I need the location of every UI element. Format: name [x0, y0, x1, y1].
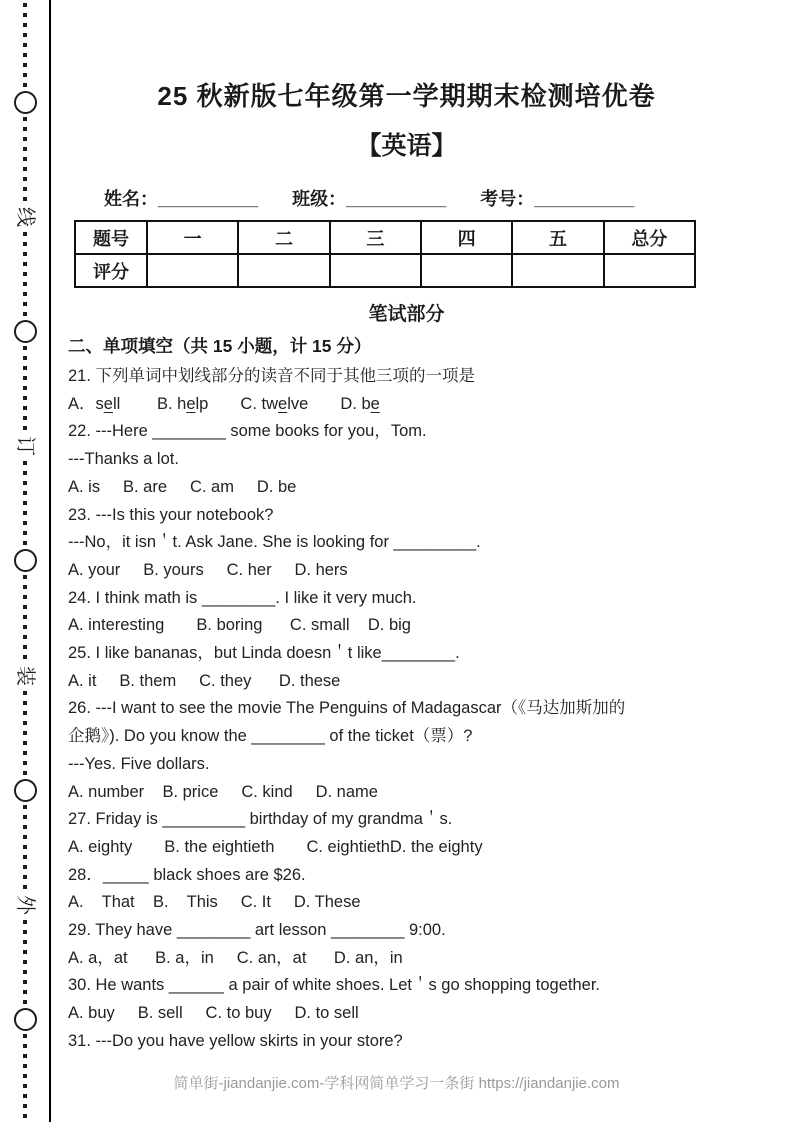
q22-stem2: ---Thanks a lot.: [68, 450, 179, 469]
q21-stem: 21. 下列单词中划线部分的读音不同于其他三项的一项是: [68, 367, 476, 385]
dotted-line-segment: [23, 920, 27, 1005]
footer-watermark: 简单街-jiandanjie.com-学科网简单学习一条街 https://jiandanjie.com: [173, 1075, 620, 1092]
score-table-body: [75, 221, 695, 287]
class-field: [292, 185, 446, 211]
q22-stem: 22. ---Here ________ some books for you，Tom.: [68, 422, 427, 441]
dotted-line-segment: [23, 461, 27, 546]
score-table-column-header: 总分: [604, 221, 695, 254]
name-field-blank[interactable]: __________: [158, 189, 259, 209]
q27-options: A. eighty B. the eightieth C. eightiethD. the eighty: [68, 837, 483, 856]
dotted-line-segment: [23, 805, 27, 890]
class-field-label: 班级：: [292, 189, 347, 209]
binding-hole-circle: [14, 320, 37, 343]
dotted-line-segment: [23, 117, 27, 202]
name-field-label: 姓名：: [104, 189, 158, 209]
dotted-line-segment: [23, 3, 27, 88]
q21-options: [68, 391, 745, 419]
dotted-line-segment: [23, 691, 27, 776]
score-table-column-header: 三: [330, 221, 421, 254]
exam-no-field: [480, 185, 634, 211]
score-cell[interactable]: [330, 254, 421, 287]
underlined-letter: e: [278, 394, 288, 413]
q24-stem: 24. I think math is ________. I like it very much.: [68, 588, 417, 607]
written-part-heading: 笔试部分: [368, 304, 445, 325]
q22-options: A. is B. are C. am D. be: [68, 477, 297, 496]
q23-options: A. your B. yours C. her D. hers: [68, 560, 348, 579]
part-two-heading: 二、单项填空（共 15 小题，计 15 分）: [68, 336, 372, 356]
score-row-label: 评分: [75, 254, 147, 287]
q27-stem: 27. Friday is _________ birthday of my grandma＇s.: [68, 810, 453, 829]
option-text: ll B. h: [112, 394, 187, 413]
name-field: [104, 185, 258, 211]
binding-text-char: 装: [14, 665, 36, 686]
q26-options: A. number B. price C. kind D. name: [68, 782, 378, 801]
score-table-column-header: 五: [512, 221, 603, 254]
binding-text-char: 外: [14, 894, 36, 915]
q24-options: A. interesting B. boring C. small D. big: [68, 616, 411, 635]
q30-options: A. buy B. sell C. to buy D. to sell: [68, 1004, 359, 1023]
binding-text-char: 线: [14, 207, 36, 228]
underlined-letter: e: [370, 394, 380, 413]
q26-stem3: ---Yes. Five dollars.: [68, 754, 210, 773]
student-info-row: [68, 185, 745, 211]
score-cell[interactable]: [421, 254, 512, 287]
dotted-line-segment: [23, 346, 27, 431]
q23-stem2: ---No，it isn＇t. Ask Jane. She is looking for _________.: [68, 533, 481, 552]
score-table-column-header: 四: [421, 221, 512, 254]
question-lines: [68, 363, 745, 1056]
option-text: lve D. b: [287, 394, 371, 413]
q31-stem: 31. ---Do you have yellow skirts in your store?: [68, 1031, 403, 1050]
score-table-header-row: [75, 221, 695, 254]
binding-text-char: 订: [14, 436, 36, 457]
page-title: 25 秋新版七年级第一学期期末检测培优卷: [157, 81, 656, 111]
score-cell[interactable]: [238, 254, 329, 287]
score-table-score-row: [75, 254, 695, 287]
binding-hole-circle: [14, 91, 37, 114]
page-subject: 【英语】: [356, 132, 457, 160]
q26-stem2: 企鹅》). Do you know the ________ of the ticket（票）?: [68, 727, 473, 746]
q29-options: A. a，at B. a，in C. an，at D. an，in: [68, 948, 403, 967]
underlined-letter: e: [103, 394, 113, 413]
exam-no-field-blank[interactable]: __________: [534, 189, 635, 209]
exam-content: [53, 0, 793, 1122]
binding-margin: [0, 0, 51, 1122]
q26-stem: 26. ---I want to see the movie The Penguins of Madagascar（《马达加斯加的: [68, 699, 626, 718]
class-field-blank[interactable]: __________: [346, 189, 447, 209]
binding-hole-circle: [14, 1008, 37, 1031]
q23-stem: 23. ---Is this your notebook?: [68, 505, 274, 524]
dotted-line-segment: [23, 575, 27, 660]
score-table-column-header: 一: [147, 221, 238, 254]
exam-no-field-label: 考号：: [480, 189, 535, 209]
score-table-corner-label: 题号: [75, 221, 147, 254]
q28-options: A. That B. This C. It D. These: [68, 893, 361, 912]
score-cell[interactable]: [147, 254, 238, 287]
option-text: lp C. tw: [195, 394, 279, 413]
binding-dotted-line: [11, 0, 39, 1122]
q30-stem: 30. He wants ______ a pair of white shoes. Let＇s go shopping together.: [68, 976, 601, 995]
binding-hole-circle: [14, 779, 37, 802]
dotted-line-segment: [23, 232, 27, 317]
q28-stem: 28．_____ black shoes are $26.: [68, 865, 306, 884]
q25-stem: 25. I like bananas，but Linda doesn＇t like________.: [68, 644, 460, 663]
score-table: [74, 220, 696, 288]
option-text: A．s: [68, 394, 104, 413]
score-cell[interactable]: [604, 254, 695, 287]
score-table-column-header: 二: [238, 221, 329, 254]
binding-hole-circle: [14, 549, 37, 572]
score-cell[interactable]: [512, 254, 603, 287]
q25-options: A. it B. them C. they D. these: [68, 671, 341, 690]
underlined-letter: e: [186, 394, 196, 413]
q29-stem: 29. They have ________ art lesson ________ 9:00.: [68, 921, 446, 940]
